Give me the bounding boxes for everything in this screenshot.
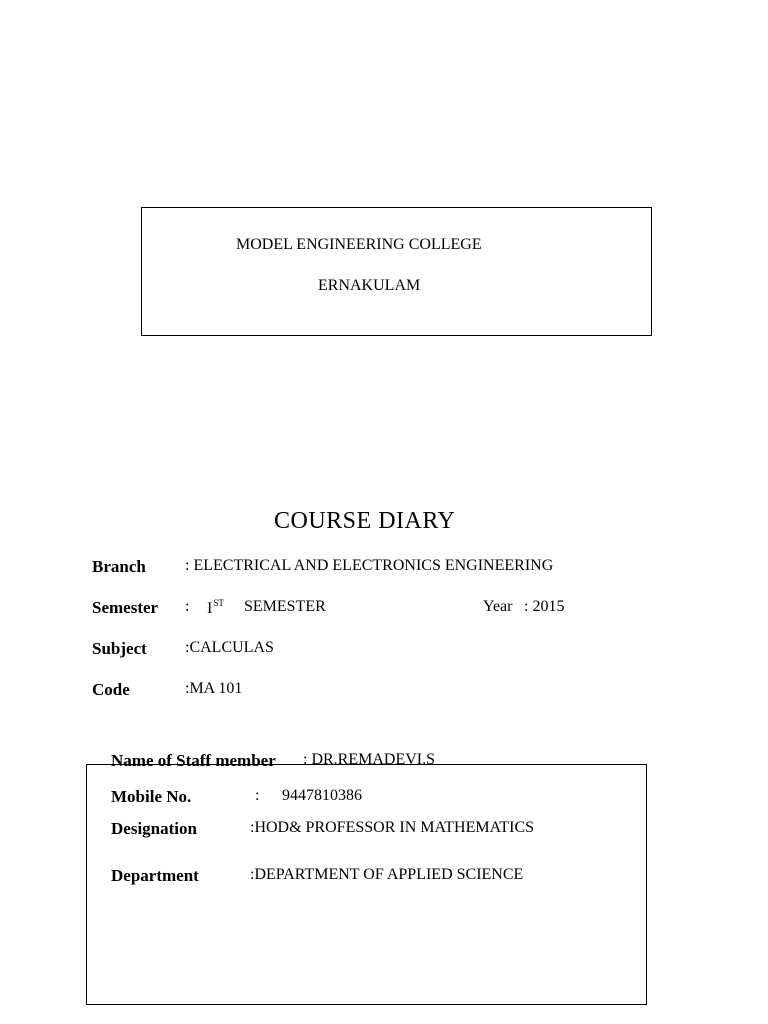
mobile-colon: : — [255, 787, 260, 804]
semester-ordinal: ST — [213, 598, 224, 608]
branch-label: Branch — [92, 557, 146, 576]
code-value: :MA 101 — [185, 680, 243, 697]
college-location: ERNAKULAM — [318, 277, 421, 294]
staff-name-label: Name of Staff member — [111, 751, 276, 770]
college-name: MODEL ENGINEERING COLLEGE — [236, 236, 482, 253]
semester-label: Semester — [92, 598, 159, 617]
branch-value: : ELECTRICAL AND ELECTRONICS ENGINEERING — [185, 557, 554, 574]
department-label: Department — [111, 866, 199, 885]
staff-name-value: : DR.REMADEVI.S — [303, 751, 436, 768]
subject-label: Subject — [92, 639, 147, 658]
designation-label: Designation — [111, 819, 197, 838]
mobile-label: Mobile No. — [111, 787, 192, 806]
semester-number — [207, 598, 224, 618]
college-header-box — [141, 207, 652, 336]
semester-colon: : — [185, 598, 190, 615]
mobile-value: 9447810386 — [282, 787, 362, 804]
subject-value: :CALCULAS — [185, 639, 274, 656]
page-title: COURSE DIARY — [274, 508, 456, 534]
year-label: Year — [483, 598, 513, 615]
semester-numeral: I — [207, 600, 213, 617]
designation-value: :HOD& PROFESSOR IN MATHEMATICS — [250, 819, 535, 836]
year-value: : 2015 — [524, 598, 565, 615]
department-value: :DEPARTMENT OF APPLIED SCIENCE — [250, 866, 524, 883]
semester-word: SEMESTER — [244, 598, 326, 615]
code-label: Code — [92, 680, 130, 699]
